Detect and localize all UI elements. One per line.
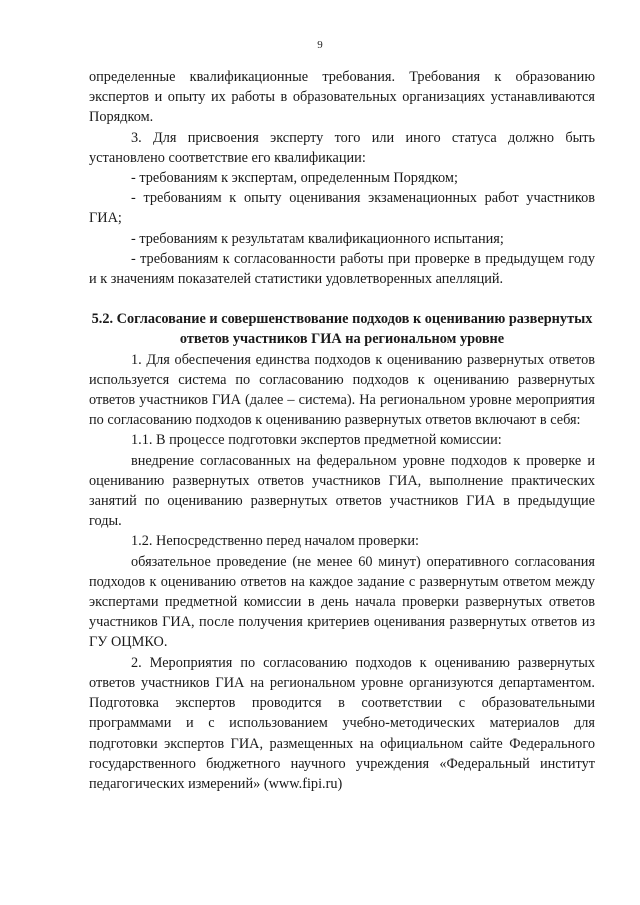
section-title: 5.2. Согласование и совершенствование подходов к оцениванию развернутых ответов участников ГИА на региональном уровне xyxy=(91,311,593,348)
paragraph-requirements-continued: определенные квалификационные требования. Требования к образованию экспертов и опыту их работы в образовательных организациях устанавливаются Порядком. xyxy=(89,69,595,126)
paragraph-training-body: внедрение согласованных на федеральном уровне подходов к проверке и оцениванию развернутых ответов участников ГИА, выполнение практических занятий по оцениванию развернутых ответов участников ГИА в предыдущие годы. xyxy=(89,452,595,530)
list-item-consistency-requirements: - требованиям к согласованности работы при проверке в предыдущем году и к значениям показателей статистики удовлетворенных апелляций. xyxy=(89,250,595,288)
paragraph-before-check-body: обязательное проведение (не менее 60 минут) оперативного согласования подходов к оцениванию ответов на каждое задание с развернутым ответом между экспертами предметной комиссии в день начала проверки развернутых ответов участников ГИА, после получения критериев оценивания развернутых ответов из ГУ ОЦМКО. xyxy=(89,553,595,651)
paragraph-before-check-heading: 1.2. Непосредственно перед началом проверки: xyxy=(131,533,419,550)
paragraph-training-heading: 1.1. В процессе подготовки экспертов предметной комиссии: xyxy=(131,432,502,449)
list-item-expert-requirements: - требованиям к экспертам, определенным Порядком; xyxy=(131,170,458,187)
list-item-experience-requirements: - требованиям к опыту оценивания экзаменационных работ участников ГИА; xyxy=(89,190,595,227)
page-number: 9 xyxy=(317,39,323,51)
page-content xyxy=(89,67,595,794)
list-item-qualification-test: - требованиям к результатам квалификационного испытания; xyxy=(131,230,504,247)
paragraph-measures-organization: 2. Мероприятия по согласованию подходов к оцениванию развернутых ответов участников ГИА на региональном уровне организуются департаментом. Подготовка экспертов проводится в соответствии с образовательными программами и с использованием учебно-методических материалов для подготовки экспертов ГИА, размещенных на официальном сайте Федерального государственного бюджетного научного учреждения «Федеральный институт педагогических измерений» (www.fipi.ru) xyxy=(89,654,595,792)
paragraph-status-assignment: 3. Для присвоения эксперту того или иного статуса должно быть установлено соответствие его квалификации: xyxy=(89,129,595,166)
paragraph-system-description: 1. Для обеспечения единства подходов к оцениванию развернутых ответов используется система по согласованию подходов к оцениванию развернутых ответов участников ГИА (далее – система). На региональном уровне мероприятия по согласованию подходов к оцениванию развернутых ответов включают в себя: xyxy=(89,351,595,429)
